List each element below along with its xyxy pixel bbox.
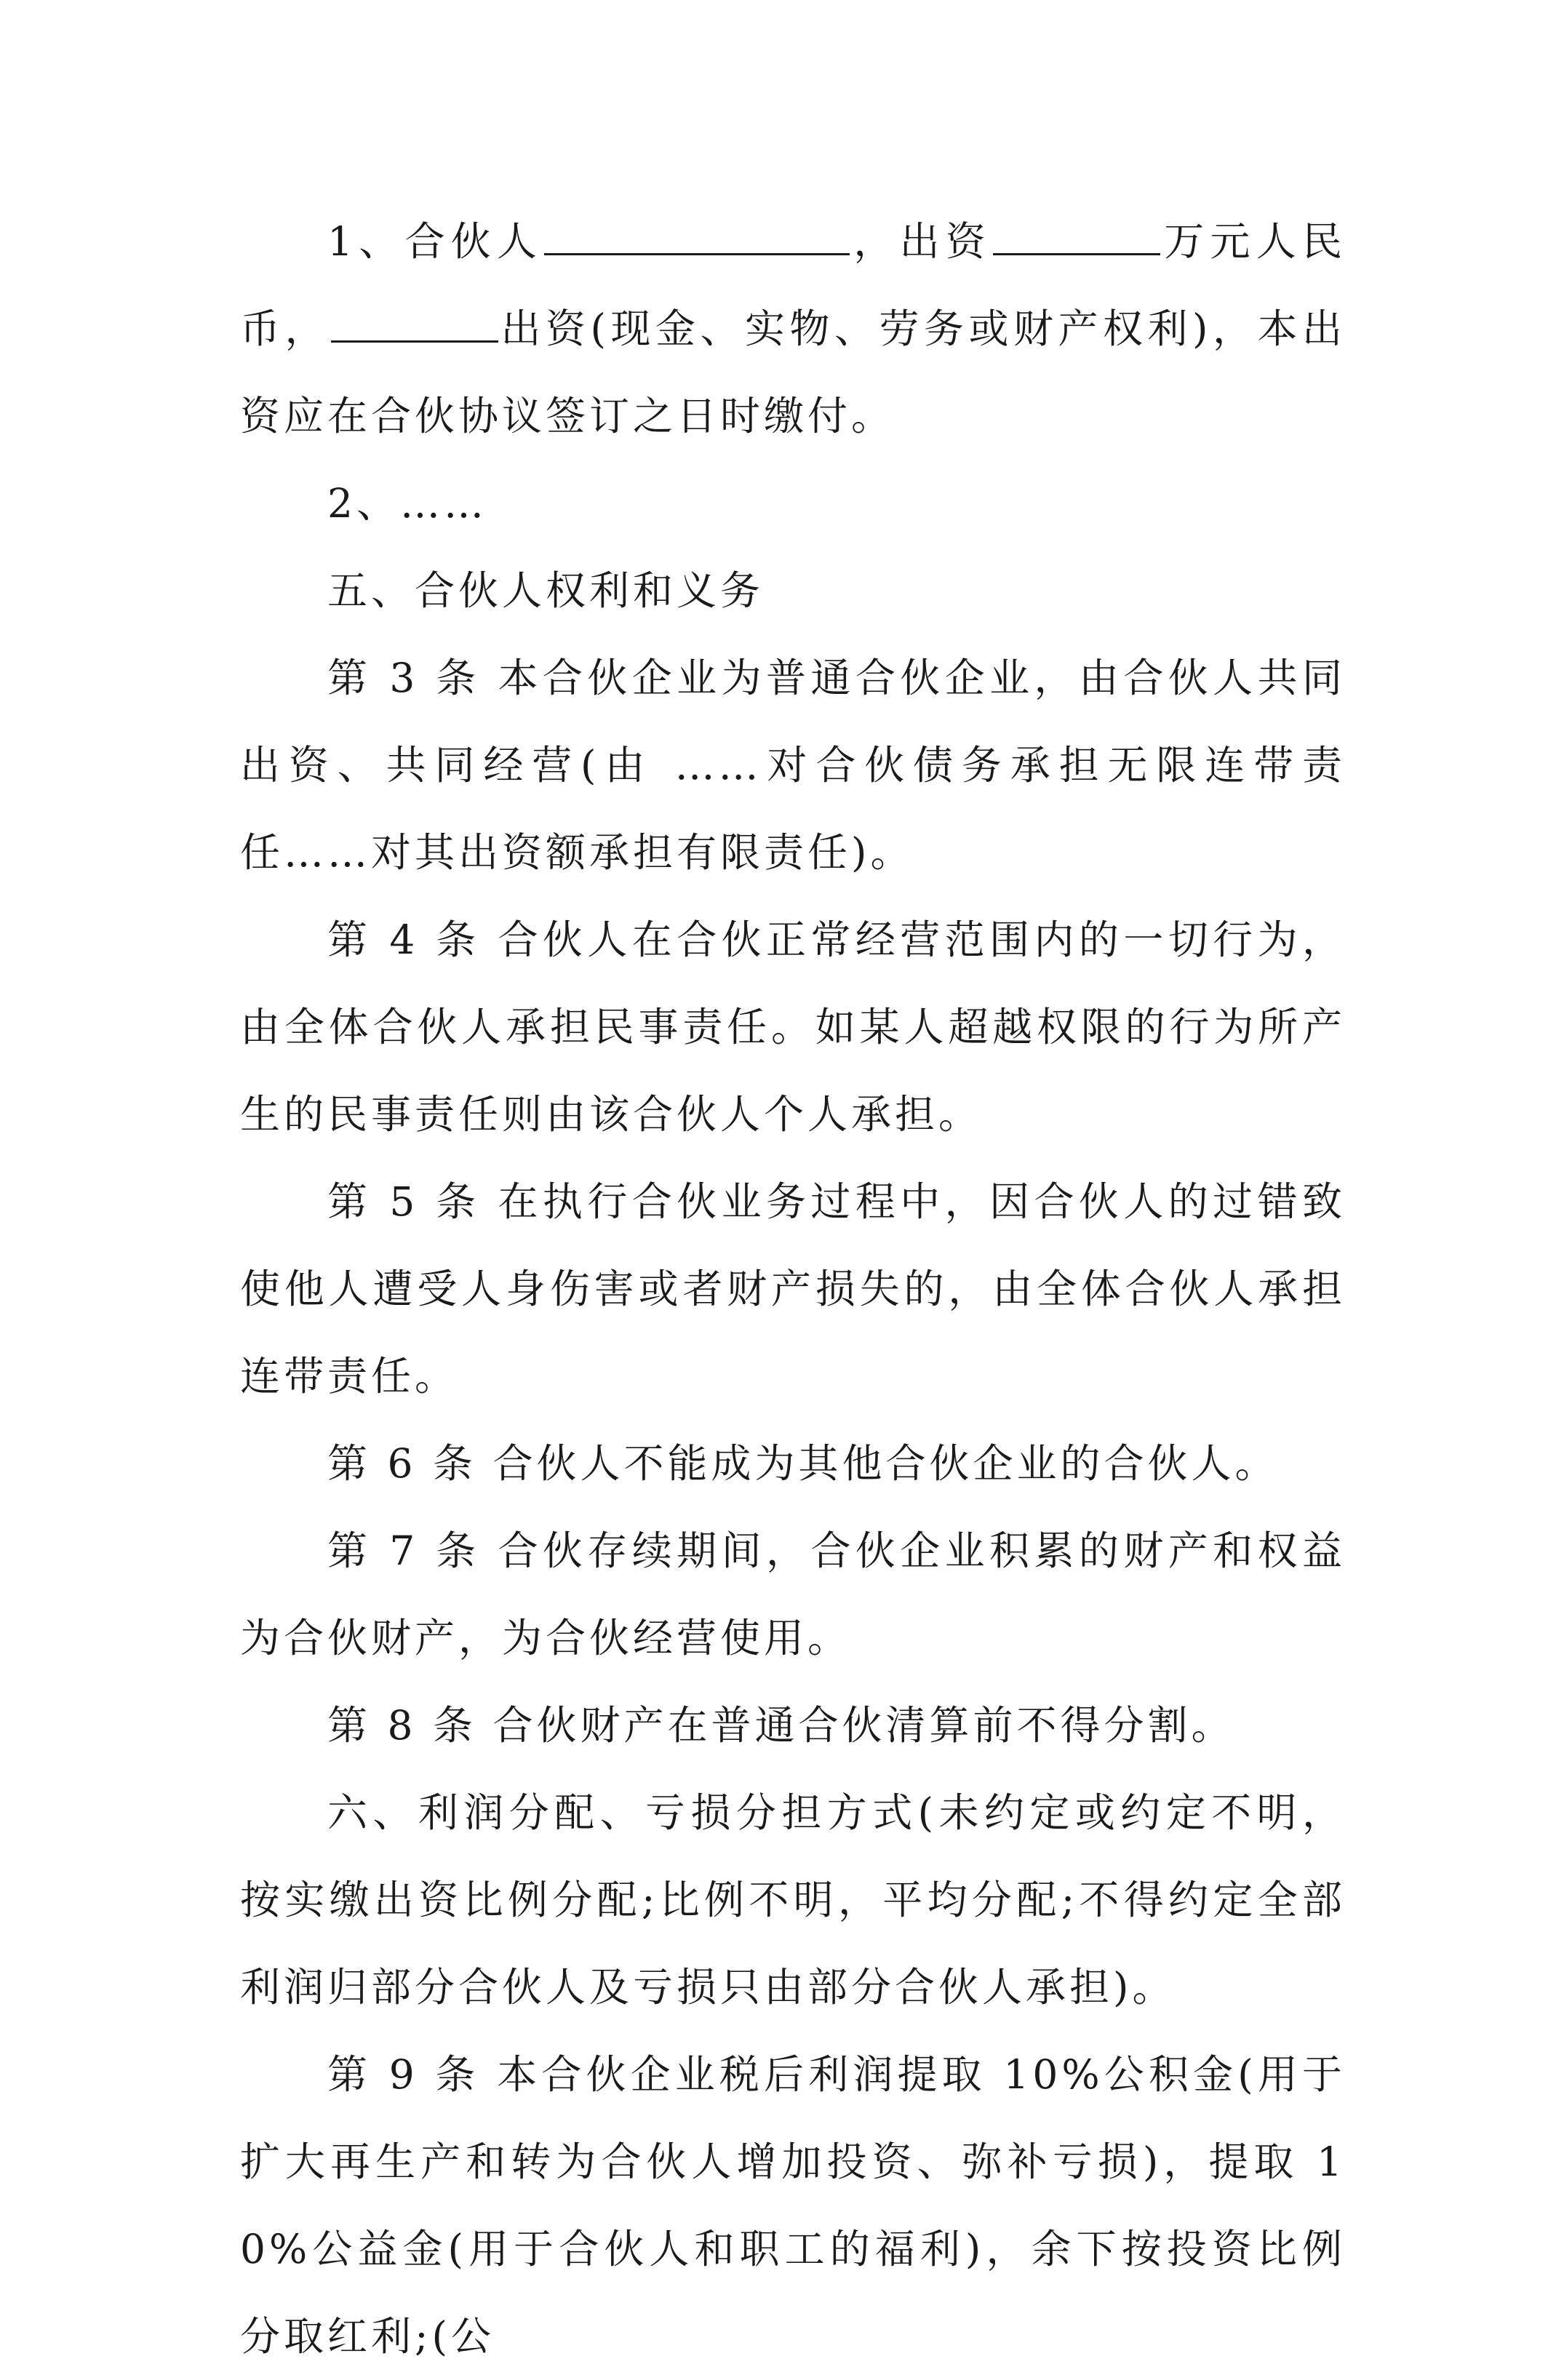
clause-2: 2、…… (327, 480, 487, 527)
article-4: 第 4 条 合伙人在合伙正常经营范围内的一切行为，由全体合伙人承担民事责任。如某人超越权限的行为所产生的民事责任则由该合伙人个人承担。 (240, 917, 1346, 1138)
section-5-heading: 五、合伙人权利和义务 (327, 567, 765, 614)
contribution-type-blank[interactable] (331, 306, 498, 343)
article-3: 第 3 条 本合伙企业为普通合伙企业，由合伙人共同出资、共同经营(由 ……对合伙债务承担无限连带责任……对其出资额承担有限责任)。 (240, 655, 1346, 876)
article-7: 第 7 条 合伙存续期间，合伙企业积累的财产和权益为合伙财产，为合伙经营使用。 (240, 1528, 1346, 1661)
article-6: 第 6 条 合伙人不能成为其他合伙企业的合伙人。 (327, 1440, 1279, 1487)
article-9: 第 9 条 本合伙企业税后利润提取 10%公积金(用于扩大再生产和转为合伙人增加投资、弥补亏损)，提取 10%公益金(用于合伙人和职工的福利)，余下按投资比例分取红利;(公 (240, 2051, 1346, 2360)
clause-1-mid1: ，出资 (851, 218, 992, 265)
document-body (240, 198, 1346, 2380)
article-5: 第 5 条 在执行合伙业务过程中，因合伙人的过错致使他人遭受人身伤害或者财产损失的，由全体合伙人承担连带责任。 (240, 1178, 1346, 1399)
section-6-heading: 六、利润分配、亏损分担方式(未约定或约定不明，按实缴出资比例分配;比例不明，平均分配;不得约定全部利润归部分合伙人及亏损只由部分合伙人承担)。 (240, 1789, 1346, 2010)
clause-1-prefix: 1、合伙人 (327, 218, 543, 265)
partner-name-blank[interactable] (544, 218, 850, 255)
clause-1 (240, 198, 1346, 460)
article-8: 第 8 条 合伙财产在普通合伙清算前不得分割。 (327, 1702, 1235, 1749)
amount-blank[interactable] (993, 218, 1160, 255)
clause-1-rest: 出资(现金、实物、劳务或财产权利)，本出资应在合伙协议签订之日时缴付。 (240, 306, 1346, 439)
clause-1-mid2: 万元人民币， (240, 218, 1346, 352)
